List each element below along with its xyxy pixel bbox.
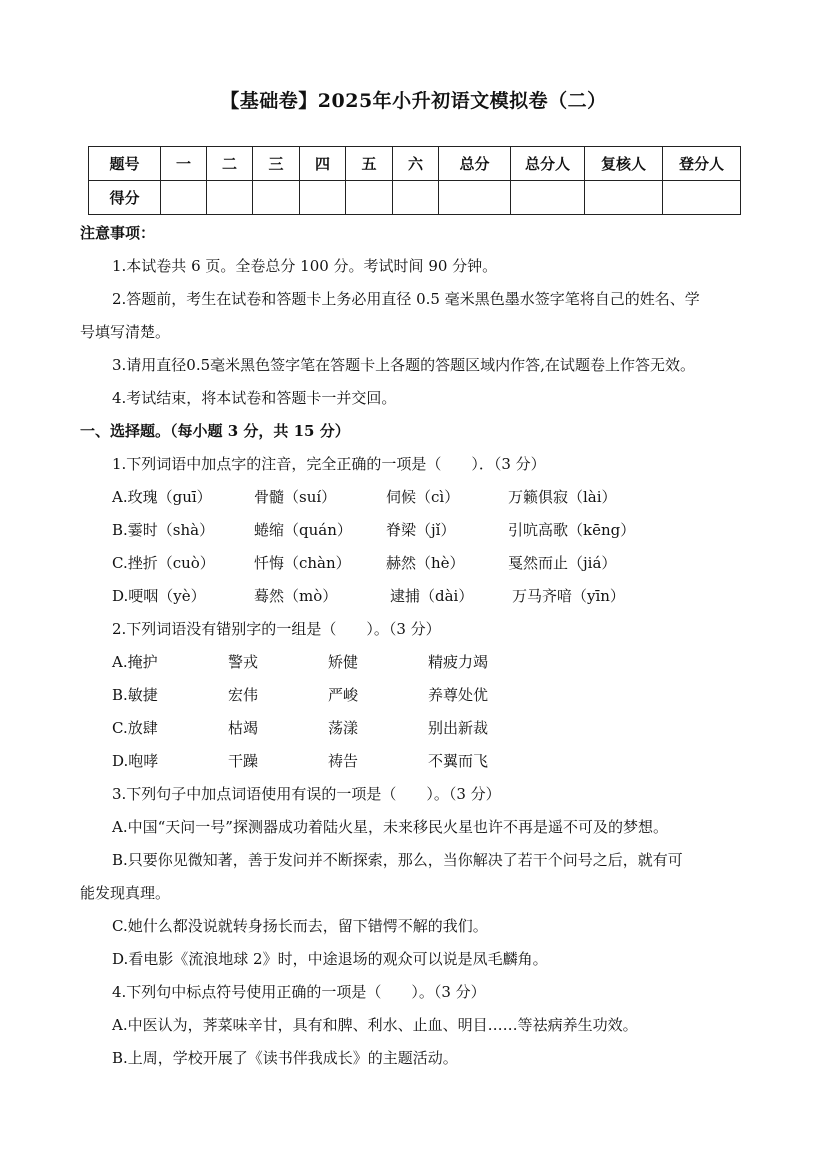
option-item: D.哽咽（yè） — [112, 587, 206, 605]
table-header-cell: 一 — [161, 147, 207, 181]
option-item: 荡漾 — [328, 719, 359, 737]
notice-heading: 注意事项： — [80, 224, 156, 242]
option-item: C.放肆 — [112, 719, 158, 737]
notice-item: 3.请用直径0.5毫米黑色签字笔在答题卡上各题的答题区域内作答,在试题卷上作答无效。 — [112, 356, 695, 374]
question-line: C.她什么都没说就转身扬长而去，留下错愕不解的我们。 — [112, 917, 488, 935]
option-item: 引吭高歌（kēng） — [508, 521, 636, 539]
option-item: 枯竭 — [228, 719, 259, 737]
notice-item: 1.本试卷共 6 页。全卷总分 100 分。考试时间 90 分钟。 — [112, 257, 498, 275]
option-item: 赫然（hè） — [386, 554, 465, 572]
question-line: 能发现真理。 — [80, 884, 171, 902]
option-item: 精疲力竭 — [428, 653, 489, 671]
option-item: 蓦然（mò） — [254, 587, 338, 605]
option-item: 蜷缩（quán） — [254, 521, 352, 539]
option-item: 逮捕（dài） — [390, 587, 474, 605]
table-header-cell: 二 — [207, 147, 253, 181]
option-item: 脊梁（jǐ） — [386, 521, 456, 539]
question-stem: 4.下列句中标点符号使用正确的一项是（ ）。（3 分） — [112, 983, 486, 1001]
question-line: D.看电影《流浪地球 2》时，中途退场的观众可以说是凤毛麟角。 — [112, 950, 548, 968]
option-item: 戛然而止（jiá） — [508, 554, 617, 572]
option-item: 严峻 — [328, 686, 359, 704]
page-title: 【基础卷】2025年小升初语文模拟卷（二） — [220, 90, 607, 112]
question-line: B.上周，学校开展了《读书伴我成长》的主题活动。 — [112, 1049, 458, 1067]
question-line: B.只要你见微知著，善于发问并不断探索，那么，当你解决了若干个问号之后，就有可 — [112, 851, 683, 869]
table-header-cell: 登分人 — [663, 147, 741, 181]
table-header-cell: 总分 — [439, 147, 511, 181]
question-line: A.中国“天问一号”探测器成功着陆火星，未来移民火星也许不再是遥不可及的梦想。 — [112, 818, 668, 836]
option-item: D.咆哮 — [112, 752, 159, 770]
option-item: 忏悔（chàn） — [254, 554, 351, 572]
option-item: B.霎时（shà） — [112, 521, 215, 539]
score-cell[interactable] — [585, 181, 663, 215]
score-table — [88, 146, 741, 215]
score-cell[interactable] — [253, 181, 300, 215]
option-item: 干躁 — [228, 752, 259, 770]
score-table-score-row — [89, 181, 741, 215]
option-item: 别出新裁 — [428, 719, 489, 737]
question-stem: 3.下列句子中加点词语使用有误的一项是（ ）。（3 分） — [112, 785, 501, 803]
option-item: 宏伟 — [228, 686, 259, 704]
table-header-cell: 总分人 — [511, 147, 585, 181]
table-header-cell: 题号 — [89, 147, 161, 181]
option-item: A.玫瑰（guī） — [112, 488, 212, 506]
option-item: 不翼而飞 — [428, 752, 489, 770]
score-cell[interactable] — [300, 181, 346, 215]
option-item: 伺候（cì） — [386, 488, 460, 506]
score-cell[interactable] — [511, 181, 585, 215]
question-line: A.中医认为，荠菜味辛甘，具有和脾、利水、止血、明目……等祛病养生功效。 — [112, 1016, 638, 1034]
table-header-cell: 六 — [393, 147, 439, 181]
option-item: 矫健 — [328, 653, 359, 671]
table-header-cell: 五 — [346, 147, 393, 181]
option-item: 万马齐喑（yīn） — [512, 587, 625, 605]
notice-item: 4.考试结束，将本试卷和答题卡一并交回。 — [112, 389, 397, 407]
question-stem: 1.下列词语中加点字的注音，完全正确的一项是（ ）．（3 分） — [112, 455, 546, 473]
score-cell[interactable] — [663, 181, 741, 215]
score-table-header-row — [89, 147, 741, 181]
option-item: B.敏捷 — [112, 686, 158, 704]
option-item: A.掩护 — [112, 653, 158, 671]
option-item: C.挫折（cuò） — [112, 554, 215, 572]
notice-item: 2.答题前，考生在试卷和答题卡上务必用直径 0.5 毫米黑色墨水签字笔将自己的姓名、学 — [112, 290, 700, 308]
option-item: 养尊处优 — [428, 686, 489, 704]
table-header-cell: 三 — [253, 147, 300, 181]
notice-item: 号填写清楚。 — [80, 323, 171, 341]
table-row-label: 得分 — [89, 181, 161, 215]
score-cell[interactable] — [161, 181, 207, 215]
score-cell[interactable] — [207, 181, 253, 215]
table-header-cell: 复核人 — [585, 147, 663, 181]
section-heading: 一、选择题。（每小题 3 分，共 15 分） — [80, 422, 350, 440]
option-item: 祷告 — [328, 752, 359, 770]
table-header-cell: 四 — [300, 147, 346, 181]
score-cell[interactable] — [393, 181, 439, 215]
question-stem: 2.下列词语没有错别字的一组是（ ）。（3 分） — [112, 620, 441, 638]
score-cell[interactable] — [439, 181, 511, 215]
option-item: 万籁俱寂（lài） — [508, 488, 617, 506]
option-item: 骨髓（suí） — [254, 488, 337, 506]
option-item: 警戎 — [228, 653, 259, 671]
score-cell[interactable] — [346, 181, 393, 215]
